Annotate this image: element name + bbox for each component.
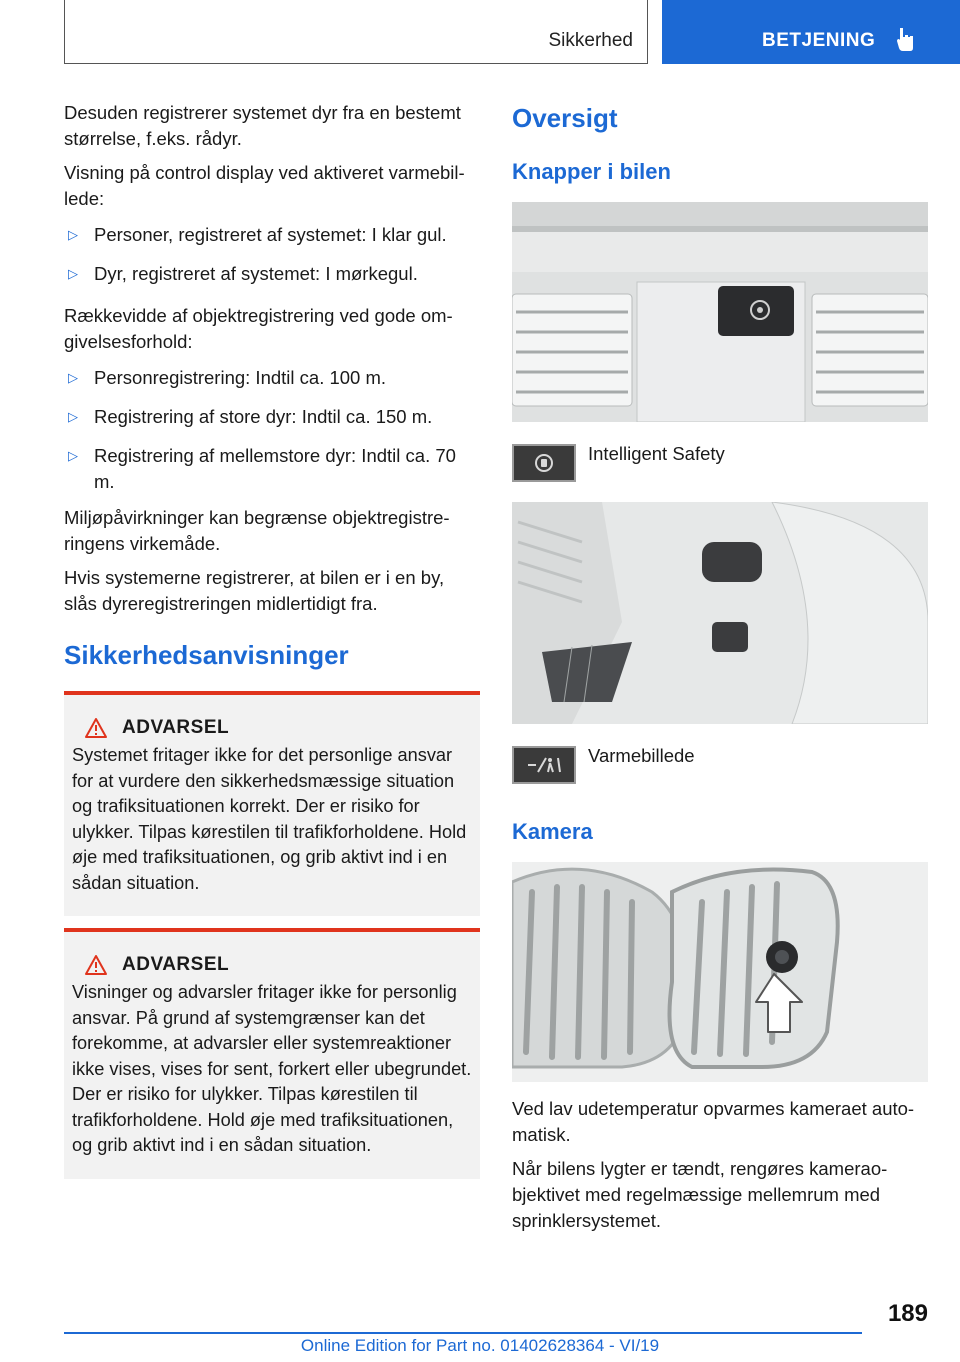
dashboard-buttons-photo [512,202,928,422]
warning-box [64,691,480,916]
header-chapter-tab[interactable] [662,0,960,64]
list-item-text: Registrering af store dyr: Indtil ca. 150 m. [94,406,433,427]
buttons-subheading: Knapper i bilen [512,159,671,184]
button-legend-row [512,746,928,784]
left-column [64,100,480,1179]
button-legend-row [512,444,928,482]
footer-edition-text: Online Edition for Part no. 01402628364 - VI/19 [300,1336,660,1355]
warning-title: ADVARSEL [122,954,230,975]
intelligent-safety-icon [532,451,556,475]
list-item-text: Dyr, registreret af systemet: I mørkegul. [94,263,418,284]
warning-text: Visninger og advarsler fritager ikke for personlig ansvar. På grund af systemgrænser kan det forekomme, at advarsler eller systemreaktioner ikke vises, vises for sent, forkert eller ubegrundet. Der er risiko for ulykker. Tilpas kørestilen til trafikforholdene. Hold øje med trafiksituationen, og grib aktivt ind i en sådan situation. [72,982,472,1155]
list-item-text: Personer, registreret af systemet: I klar gul. [94,224,447,245]
overview-heading: Oversigt [512,103,618,133]
intelligent-safety-button-icon[interactable] [512,444,576,482]
list-item-text: Personregistrering: Indtil ca. 100 m. [94,367,387,388]
camera-paragraph-2: Når bilens lygter er tændt, rengøres kameraobjektivet med regelmæssige mellemrum med sprinklersystemet. [512,1158,888,1231]
bullet-triangle-icon: ▷ [68,409,78,424]
city-paragraph: Hvis systemerne registrerer, at bilen er i en by, slås dyreregistreringen midlertidigt fra. [64,567,445,614]
warning-title: ADVARSEL [122,717,230,738]
display-intro-paragraph: Visning på control display ved aktiveret varmebillede: [64,162,465,209]
list-item [64,261,480,287]
list-item [64,222,480,248]
bullet-triangle-icon: ▷ [68,227,78,242]
thermal-image-button-icon[interactable] [512,746,576,784]
intelligent-safety-label: Intelligent Safety [588,443,725,464]
bullet-triangle-icon: ▷ [68,266,78,281]
steering-column-photo [512,502,928,724]
header-chapter-title: BETJENING [762,30,876,51]
right-column [512,100,928,1242]
intro-paragraph: Desuden registrerer systemet dyr fra en bestemt størrelse, f.eks. rådyr. [64,102,461,149]
camera-grille-photo [512,862,928,1082]
thermal-image-icon [524,754,564,776]
header-section-box [64,0,648,64]
thermal-image-label: Varmebillede [588,745,695,766]
list-item-text: Registrering af mellemstore dyr: Indtil ca. 70 m. [94,445,456,492]
safety-heading: Sikkerhedsanvisninger [64,640,349,670]
list-item [64,365,480,391]
warning-header [84,954,472,976]
range-list [64,365,480,495]
pointing-hand-icon [896,26,916,52]
page-number: 189 [887,1300,928,1327]
list-item [64,404,480,430]
bullet-triangle-icon: ▷ [68,370,78,385]
footer-divider [64,1332,862,1334]
camera-paragraph-1: Ved lav udetemperatur opvarmes kameraet automatisk. [512,1098,915,1145]
camera-subheading: Kamera [512,819,593,844]
header-section-title: Sikkerhed [548,30,633,51]
warning-box [64,928,480,1179]
environment-paragraph: Miljøpåvirkninger kan begrænse objektregistreringens virkemåde. [64,507,450,554]
bullet-triangle-icon: ▷ [68,448,78,463]
display-list [64,222,480,287]
warning-triangle-icon [84,954,108,976]
warning-triangle-icon [84,717,108,739]
list-item [64,443,480,495]
warning-text: Systemet fritager ikke for det personlige ansvar for at vurdere den sikkerhedsmæssige situation og trafiksituationen korrekt. Der er risiko for ulykker. Tilpas kørestilen til trafikforholdene. Hold øje med trafiksituationen, og grib aktivt ind i en sådan situation. [72,745,467,893]
warning-header [84,717,472,739]
range-intro-paragraph: Rækkevidde af objektregistrering ved gode omgivelsesforhold: [64,305,453,352]
